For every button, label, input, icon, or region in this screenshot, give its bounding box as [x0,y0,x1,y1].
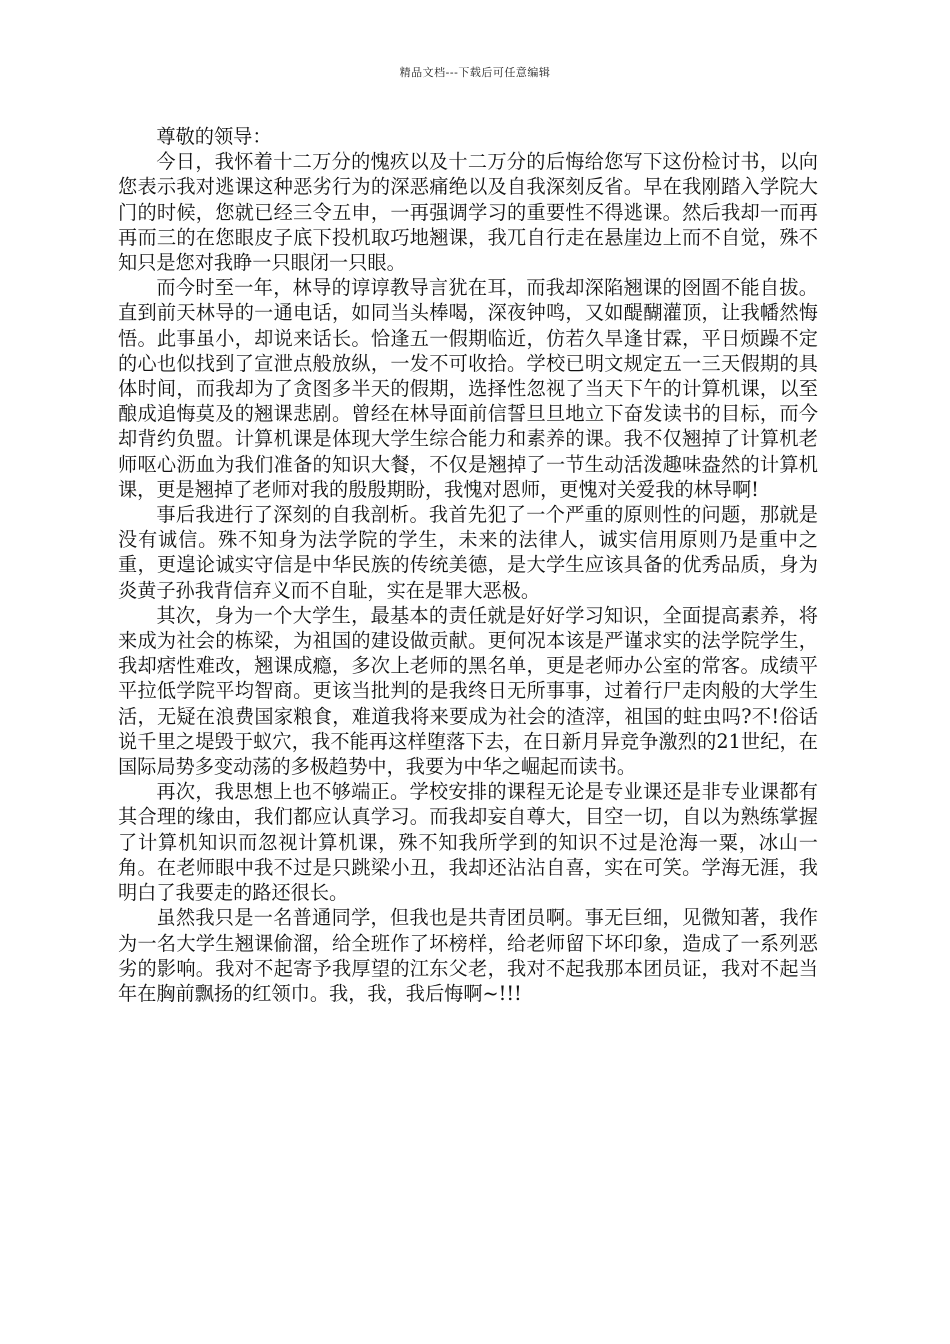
paragraph-1: 今日，我怀着十二万分的愧疚以及十二万分的后悔给您写下这份检讨书，以向您表示我对逃课这种恶劣行为的深恶痛绝以及自我深刻反省。早在我刚踏入学院大门的时候，您就已经三令五申，一再强调学习的重要性不得逃课。然后我却一而再再而三的在您眼皮子底下投机取巧地翘课，我兀自行走在悬崖边上而不自觉，殊不知只是您对我睁一只眼闭一只眼。 [118,150,818,275]
paragraph-6: 虽然我只是一名普通同学，但我也是共青团员啊。事无巨细，见微知著，我作为一名大学生翘课偷溜，给全班作了坏榜样，给老师留下坏印象，造成了一系列恶劣的影响。我对不起寄予我厚望的江东父老，我对不起我那本团员证，我对不起当年在胸前飘扬的红领巾。我，我，我后悔啊~!!! [118,906,818,1005]
paragraph-5: 再次，我思想上也不够端正。学校安排的课程无论是专业课还是非专业课都有其合理的缘由，我们都应认真学习。而我却妄自尊大，目空一切，自以为熟练掌握了计算机知识而忽视计算机课，殊不知我所学到的知识不过是沧海一粟，冰山一角。在老师眼中我不过是只跳梁小丑，我却还沾沾自喜，实在可笑。学海无涯，我明白了我要走的路还很长。 [118,780,818,905]
page-header: 精品文档---下载后可任意编辑 [399,66,551,79]
paragraph-2: 而今时至一年，林导的谆谆教导言犹在耳，而我却深陷翘课的囹圄不能自拔。直到前天林导的一通电话，如同当头棒喝，深夜钟鸣，又如醍醐灌顶，让我幡然悔悟。此事虽小，却说来话长。恰逢五一假期临近，仿若久旱逢甘霖，平日烦躁不定的心也似找到了宣泄点般放纵，一发不可收拾。学校已明文规定五一三天假期的具体时间，而我却为了贪图多半天的假期，选择性忽视了当天下午的计算机课，以至酿成追悔莫及的翘课悲剧。曾经在林导面前信誓旦旦地立下奋发读书的目标，而今却背约负盟。计算机课是体现大学生综合能力和素养的课。我不仅翘掉了计算机老师呕心沥血为我们准备的知识大餐，不仅是翘掉了一节生动活泼趣味盎然的计算机课，更是翘掉了老师对我的殷殷期盼，我愧对恩师，更愧对关爱我的林导啊! [118,276,818,501]
paragraph-3: 事后我进行了深刻的自我剖析。我首先犯了一个严重的原则性的问题，那就是没有诚信。殊不知身为法学院的学生，未来的法律人，诚实信用原则乃是重中之重，更遑论诚实守信是中华民族的传统美德，是大学生应该具备的优秀品质，身为炎黄子孙我背信弃义而不自耻，实在是罪大恶极。 [118,503,818,602]
salutation: 尊敬的领导： [156,125,272,148]
paragraph-4: 其次，身为一个大学生，最基本的责任就是好好学习知识，全面提高素养，将来成为社会的栋梁，为祖国的建设做贡献。更何况本该是严谨求实的法学院学生，我却痞性难改，翘课成瘾，多次上老师的黑名单，更是老师办公室的常客。成绩平平拉低学院平均智商。更该当批判的是我终日无所事事，过着行尸走肉般的大学生活，无疑在浪费国家粮食，难道我将来要成为社会的渣滓，祖国的蛀虫吗?不!俗话说千里之堤毁于蚁穴，我不能再这样堕落下去，在日新月异竞争激烈的21世纪，在国际局势多变动荡的多极趋势中，我要为中华之崛起而读书。 [118,603,818,779]
letter-body [118,124,818,1006]
